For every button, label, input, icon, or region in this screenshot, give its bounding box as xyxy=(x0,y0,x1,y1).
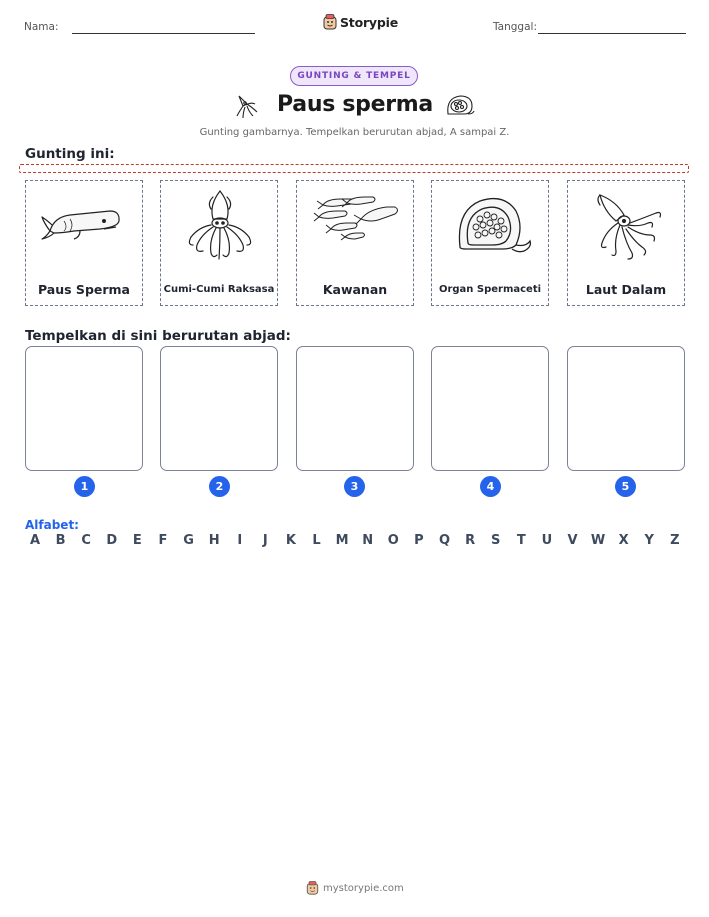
alphabet-letter: S xyxy=(491,533,501,548)
date-line[interactable] xyxy=(538,33,686,34)
alphabet-letter: F xyxy=(158,533,168,548)
cut-card-giant-squid[interactable] xyxy=(160,180,278,306)
brand-name: Storypie xyxy=(340,14,398,30)
sperm-whale-icon xyxy=(40,187,130,267)
alphabet-letter: T xyxy=(516,533,526,548)
giant-squid-icon xyxy=(175,187,265,267)
paste-box-1[interactable] xyxy=(25,346,143,471)
alphabet-row xyxy=(25,533,685,548)
brand-logo xyxy=(323,14,398,30)
paste-number-5: 5 xyxy=(615,476,636,497)
paste-section-heading: Tempelkan di sini berurutan abjad: xyxy=(25,328,291,344)
cut-section-heading: Gunting ini: xyxy=(25,146,115,162)
whale-pod-icon xyxy=(311,187,401,267)
footer-url[interactable]: mystorypie.com xyxy=(323,882,404,894)
alphabet-letter: Y xyxy=(644,533,654,548)
card-label: Kawanan xyxy=(322,282,388,297)
cut-card-spermaceti[interactable] xyxy=(431,180,549,306)
paste-number-1: 1 xyxy=(74,476,95,497)
activity-badge: GUNTING & TEMPEL xyxy=(290,66,418,86)
squid-decoration-icon xyxy=(233,92,261,120)
footer xyxy=(306,881,404,895)
instructions: Gunting gambarnya. Tempelkan berurutan abjad, A sampai Z. xyxy=(199,127,510,138)
paste-box-2[interactable] xyxy=(160,346,278,471)
card-label: Organ Spermaceti xyxy=(438,284,542,295)
alphabet-letter: I xyxy=(237,533,243,548)
name-label: Nama: xyxy=(24,21,59,33)
cut-card-sperm-whale[interactable] xyxy=(25,180,143,306)
alphabet-letter: A xyxy=(29,533,41,548)
cut-card-pod[interactable] xyxy=(296,180,414,306)
alphabet-letter: Z xyxy=(670,533,680,548)
alphabet-letter: J xyxy=(262,533,268,548)
alphabet-letter: X xyxy=(618,533,629,548)
cut-card-deep-sea[interactable] xyxy=(567,180,685,306)
card-label: Paus Sperma xyxy=(37,282,130,297)
alphabet-letter: L xyxy=(312,533,321,548)
paste-box-4[interactable] xyxy=(431,346,549,471)
name-line[interactable] xyxy=(72,33,255,34)
alphabet-letter: R xyxy=(465,533,476,548)
paste-number-3: 3 xyxy=(344,476,365,497)
alphabet-letter: H xyxy=(208,533,220,548)
spermaceti-organ-icon xyxy=(446,187,536,267)
alphabet-letter: W xyxy=(590,533,606,548)
page-title: Paus sperma xyxy=(277,92,433,117)
alphabet-heading: Alfabet: xyxy=(25,518,79,532)
alphabet-letter: O xyxy=(387,533,399,548)
spermaceti-decoration-icon xyxy=(444,92,476,118)
alphabet-letter: Q xyxy=(438,533,451,548)
paste-box-5[interactable] xyxy=(567,346,685,471)
alphabet-letter: G xyxy=(183,533,194,548)
card-label: Laut Dalam xyxy=(585,282,667,297)
alphabet-letter: B xyxy=(55,533,66,548)
alphabet-letter: P xyxy=(414,533,424,548)
storypie-mascot-icon xyxy=(306,881,319,895)
storypie-mascot-icon xyxy=(323,14,337,30)
alphabet-letter: C xyxy=(81,533,91,548)
alphabet-letter: M xyxy=(335,533,349,548)
cut-line xyxy=(19,164,689,173)
deep-sea-squid-icon xyxy=(582,187,672,267)
paste-number-4: 4 xyxy=(480,476,501,497)
date-label: Tanggal: xyxy=(493,21,537,33)
paste-number-2: 2 xyxy=(209,476,230,497)
alphabet-letter: E xyxy=(132,533,142,548)
alphabet-letter: D xyxy=(106,533,118,548)
alphabet-letter: V xyxy=(567,533,578,548)
alphabet-letter: K xyxy=(285,533,296,548)
card-label: Cumi-Cumi Raksasa xyxy=(163,284,275,295)
paste-box-3[interactable] xyxy=(296,346,414,471)
alphabet-letter: N xyxy=(362,533,374,548)
alphabet-letter: U xyxy=(541,533,553,548)
